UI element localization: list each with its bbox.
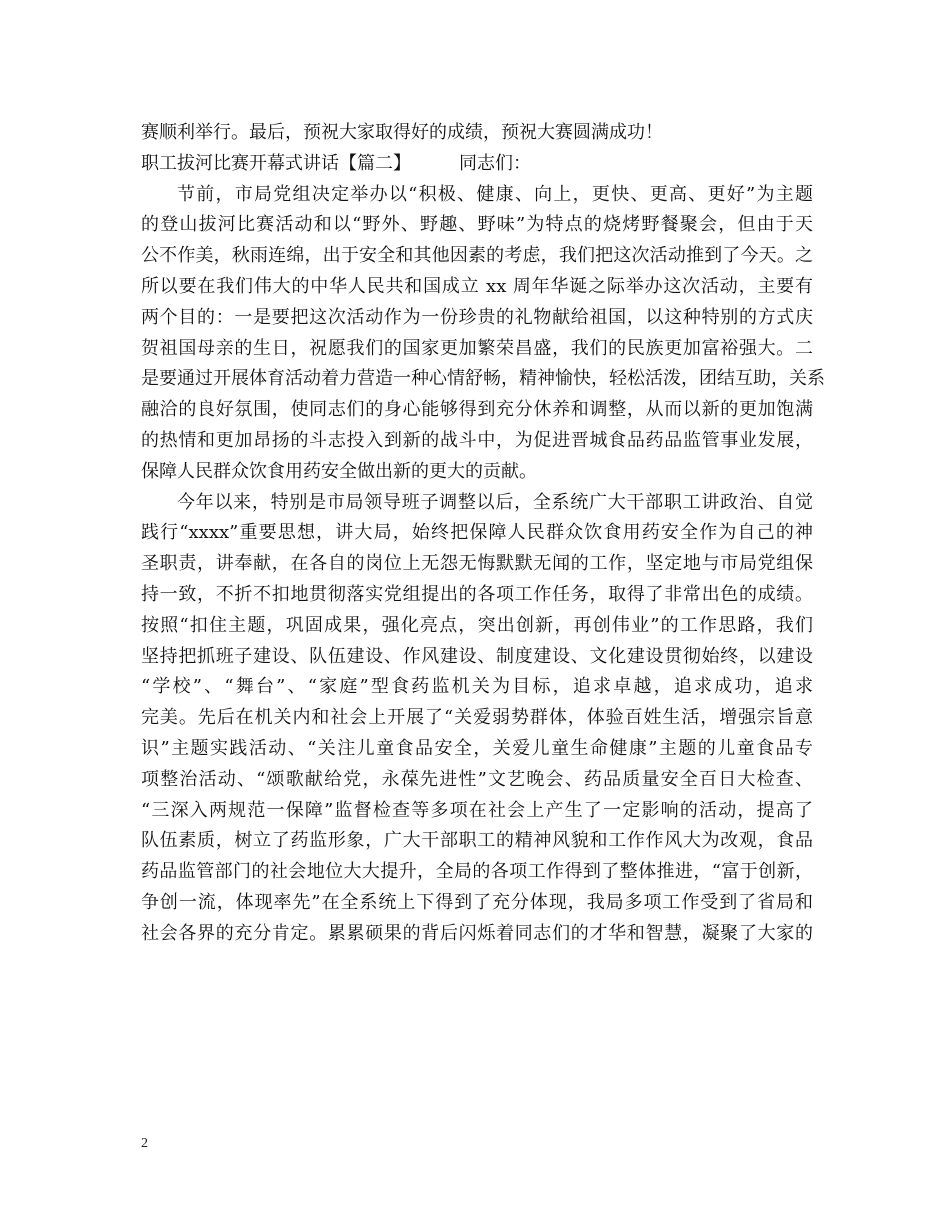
page-number: 2 [141,1136,148,1151]
paragraph-line: 的登山拔河比赛活动和以“野外、野趣、野味”为特点的烧烤野餐聚会，但由于天 [141,214,813,236]
paragraph-line: 持一致，不折不扣地贯彻落实党组提出的各项工作任务，取得了非常出色的成绩。 [141,583,813,605]
paragraph-line: 今年以来，特别是市局领导班子调整以后，全系统广大干部职工讲政治、自觉 [177,491,813,513]
paragraph-line: 药品监管部门的社会地位大大提升，全局的各项工作得到了整体推进，“富于创新， [141,861,813,883]
section-heading-line [141,149,813,180]
paragraph-1 [141,180,825,488]
paragraph-line: 的热情和更加昂扬的斗志投入到新的战斗中，为促进晋城食品药品监管事业发展， [141,429,813,451]
paragraph-line: 公不作美，秋雨连绵，出于安全和其他因素的考虑，我们把这次活动推到了今天。之 [141,245,813,267]
paragraph-line: 争创一流，体现率先”在全系统上下得到了充分体现，我局多项工作受到了省局和 [141,891,813,913]
paragraph-line: 是要通过开展体育活动着力营造一种心情舒畅，精神愉快，轻松活泼，团结互助，关系 [141,368,825,390]
paragraph-2 [141,488,813,950]
paragraph-line: 保障人民群众饮食用药安全做出新的更大的贡献。 [141,460,537,482]
lead-line: 赛顺利举行。最后，预祝大家取得好的成绩，预祝大赛圆满成功！ [141,122,663,143]
greeting: 同志们： [459,152,531,174]
paragraph-line: 项整治活动、“颂歌献给党，永葆先进性”文艺晚会、药品质量安全百日大检查、 [141,768,813,790]
paragraph-line: 社会各界的充分肯定。累累硕果的背后闪烁着同志们的才华和智慧，凝聚了大家的 [141,922,813,944]
paragraph-line: 完美。先后在机关内和社会上开展了“关爱弱势群体，体验百姓生活，增强宗旨意 [141,707,813,729]
paragraph-line: 坚持把抓班子建设、队伍建设、作风建设、制度建设、文化建设贯彻始终，以建设 [141,645,813,667]
paragraph-line: “学校”、“舞台”、“家庭”型食药监机关为目标，追求卓越，追求成功，追求 [141,676,813,698]
paragraph-line: 两个目的：一是要把这次活动作为一份珍贵的礼物献给祖国，以这种特别的方式庆 [141,306,813,328]
paragraph-line: 识”主题实践活动、“关注儿童食品安全，关爱儿童生命健康”主题的儿童食品专 [141,737,813,759]
section-heading: 职工拔河比赛开幕式讲话【篇二】 [141,152,411,174]
paragraph-line: 队伍素质，树立了药监形象，广大干部职工的精神风貌和工作作风大为改观，食品 [141,830,813,852]
paragraph-line: 所以要在我们伟大的中华人民共和国成立 xx 周年华诞之际举办这次活动，主要有 [141,275,813,297]
paragraph-line: 践行“xxxx”重要思想，讲大局，始终把保障人民群众饮食用药安全作为自己的神 [141,522,813,544]
document-body [141,118,825,950]
paragraph-line: 节前，市局党组决定举办以“积极、健康、向上，更快、更高、更好”为主题 [177,183,813,205]
paragraph-line: 融洽的良好氛围，使同志们的身心能够得到充分休养和调整，从而以新的更加饱满 [141,399,813,421]
paragraph-line: 圣职责，讲奉献，在各自的岗位上无怨无悔默默无闻的工作，坚定地与市局党组保 [141,553,813,575]
paragraph-line: 贺祖国母亲的生日，祝愿我们的国家更加繁荣昌盛，我们的民族更加富裕强大。二 [141,337,813,359]
paragraph-line: 按照“扣住主题，巩固成果，强化亮点，突出创新，再创伟业”的工作思路，我们 [141,614,813,636]
paragraph-line: “三深入两规范一保障”监督检查等多项在社会上产生了一定影响的活动，提高了 [141,799,813,821]
